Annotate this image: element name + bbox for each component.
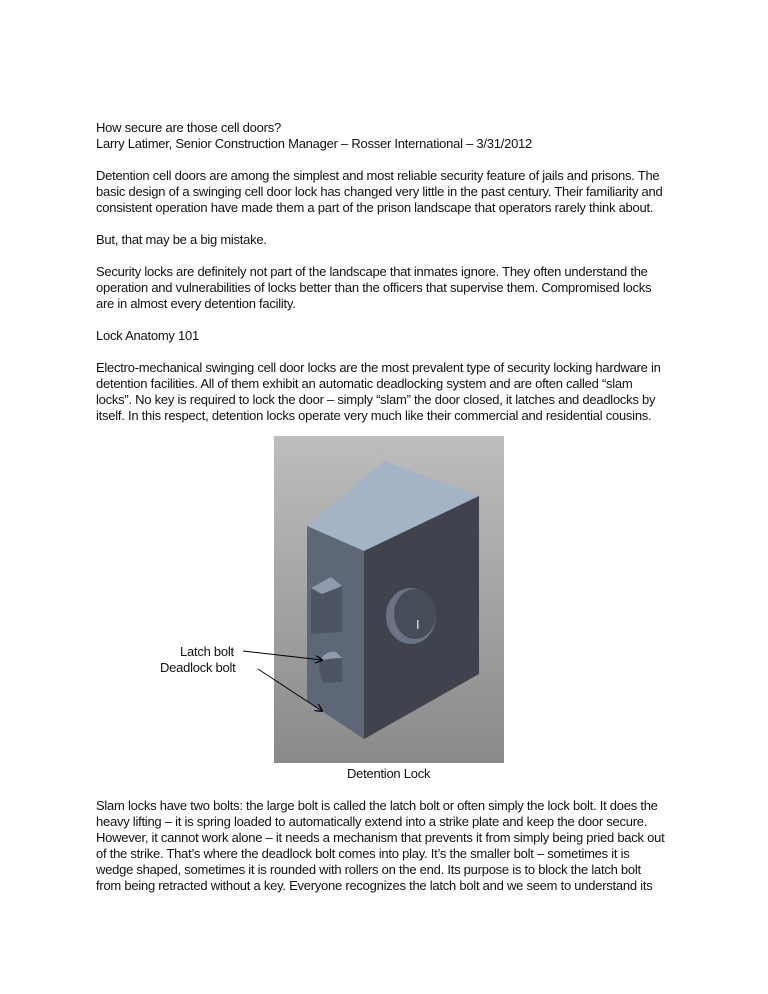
paragraph-line: However, it cannot work alone – it needs a mechanism that prevents it from simply being pried back out [96, 830, 665, 845]
deadlock-bolt-label: Deadlock bolt [160, 660, 236, 675]
paragraph-line: detention facilities. All of them exhibit an automatic deadlocking system and are often called “slam [96, 376, 633, 391]
paragraph-line: are in almost every detention facility. [96, 296, 296, 311]
detention-lock-image [274, 436, 504, 763]
paragraph-line: locks”. No key is required to lock the door – simply “slam” the door closed, it latches and deadlocks by [96, 392, 656, 407]
paragraph-line: But, that may be a big mistake. [96, 232, 267, 247]
paragraph-line: heavy lifting – it is spring loaded to automatically extend into a strike plate and keep the door secure. [96, 814, 648, 829]
figure-caption: Detention Lock [347, 766, 431, 781]
section-heading: Lock Anatomy 101 [96, 328, 199, 343]
paragraph-line: Electro-mechanical swinging cell door locks are the most prevalent type of security locking hardware in [96, 360, 661, 375]
document-title: How secure are those cell doors? [96, 120, 281, 135]
paragraph-line: basic design of a swinging cell door lock has changed very little in the past century. Their familiarity and [96, 184, 663, 199]
paragraph-line: Detention cell doors are among the simplest and most reliable security feature of jails and prisons. The [96, 168, 660, 183]
paragraph-line: consistent operation have made them a part of the prison landscape that operators rarely think about. [96, 200, 654, 215]
paragraph-line: of the strike. That’s where the deadlock bolt comes into play. It’s the smaller bolt – sometimes it is [96, 846, 630, 861]
byline: Larry Latimer, Senior Construction Manager – Rosser International – 3/31/2012 [96, 136, 533, 151]
paragraph-line: from being retracted without a key. Everyone recognizes the latch bolt and we seem to understand its [96, 878, 653, 893]
latch-bolt-label: Latch bolt [180, 644, 234, 659]
paragraph-line: Security locks are definitely not part of the landscape that inmates ignore. They often understand the [96, 264, 648, 279]
paragraph-line: itself. In this respect, detention locks operate very much like their commercial and residential cousins. [96, 408, 652, 423]
key-cylinder [386, 588, 436, 644]
paragraph-line: operation and vulnerabilities of locks better than the officers that supervise them. Compromised locks [96, 280, 652, 295]
paragraph-line: Slam locks have two bolts: the large bolt is called the latch bolt or often simply the lock bolt. It does the [96, 798, 658, 813]
paragraph-line: wedge shaped, sometimes it is rounded with rollers on the end. Its purpose is to block the latch bolt [96, 862, 641, 877]
latch-bolt [311, 577, 342, 634]
